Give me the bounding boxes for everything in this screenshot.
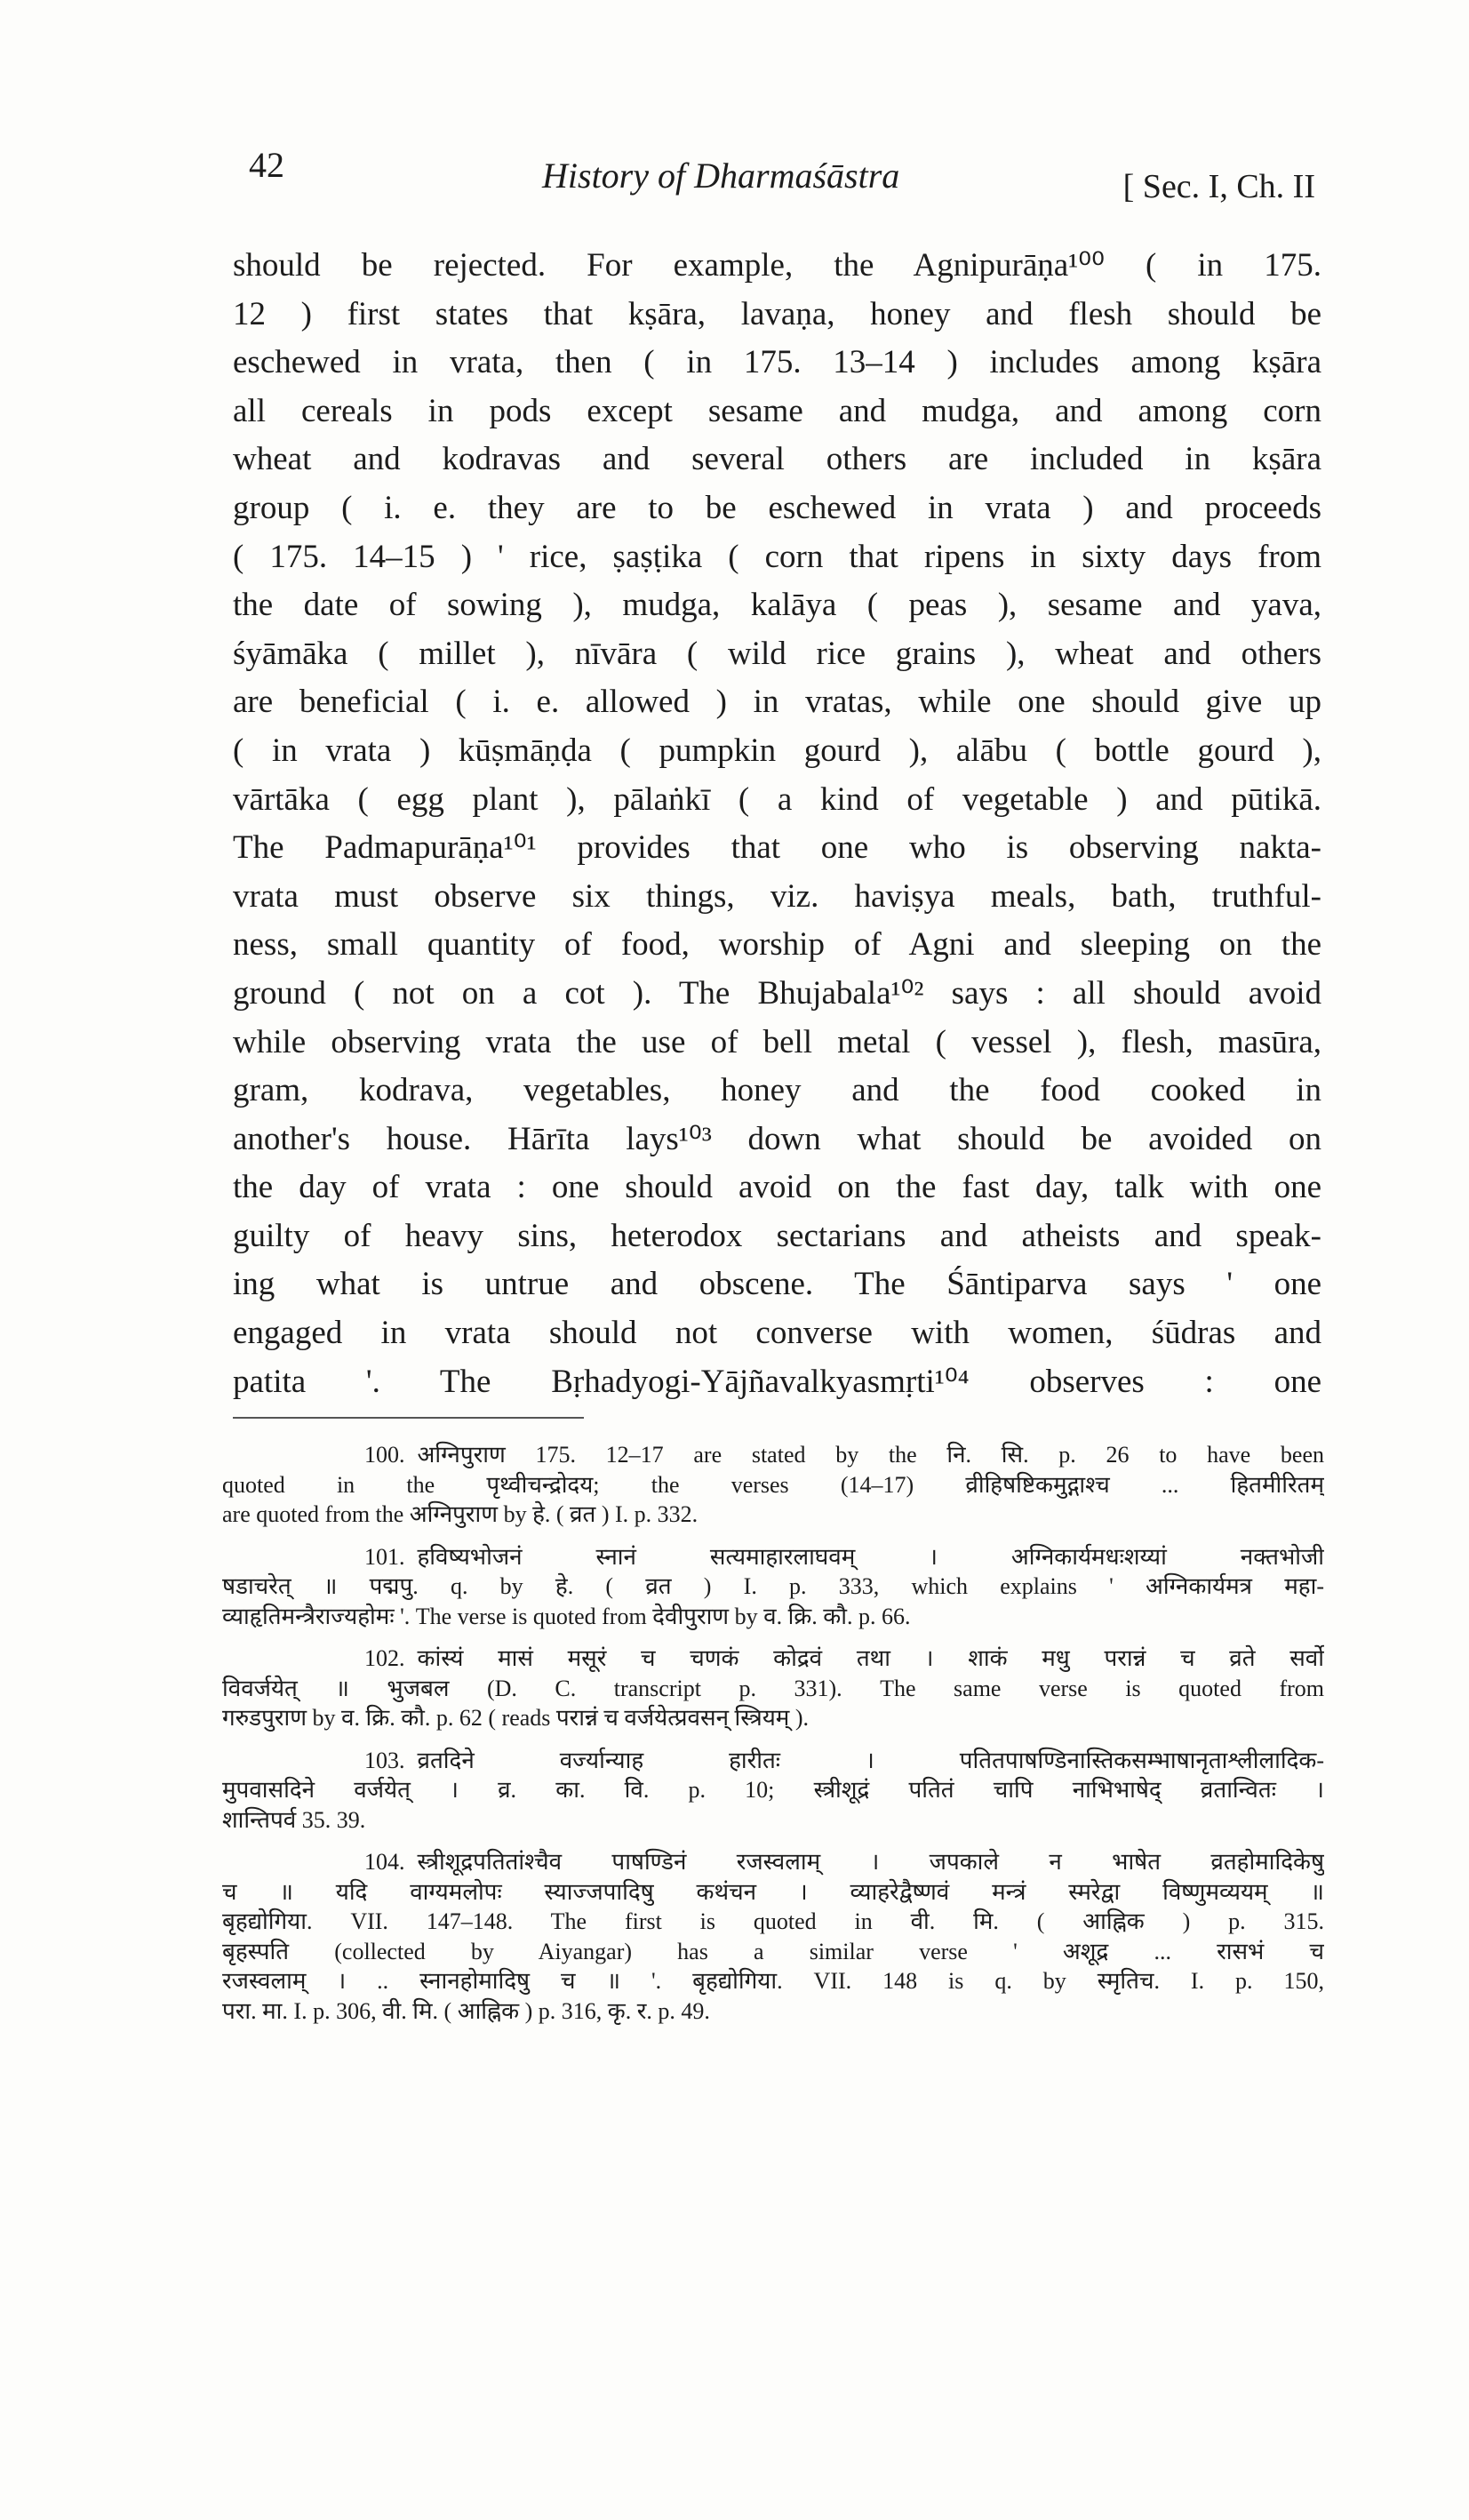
body-line: gram, kodrava, vegetables, honey and the food cooked in <box>233 1072 1321 1109</box>
body-line: wheat and kodravas and several others are included in kṣāra <box>233 441 1321 478</box>
body-line: eschewed in vrata, then ( in 175. 13–14 ) includes among kṣāra <box>233 344 1321 381</box>
body-line: the date of sowing ), mudga, kalāya ( peas ), sesame and yava, <box>233 587 1321 624</box>
body-line: ( 175. 14–15 ) ' rice, ṣaṣṭika ( corn that ripens in sixty days from <box>233 538 1321 575</box>
footnote-102 <box>222 1644 1324 1733</box>
running-title: History of Dharmaśāstra <box>542 156 900 196</box>
body-line: 12 ) first states that kṣāra, lavaṇa, honey and flesh should be <box>233 295 1321 332</box>
footnote-line: रजस्वलाम् । .. स्नानहोमादिषु च ॥ '. बृहद्योगिया. VII. 148 is q. by स्मृतिच. I. p. 150, <box>222 1968 1324 1994</box>
page-number: 42 <box>249 145 284 185</box>
footnote-103 <box>222 1746 1324 1836</box>
body-line: ness, small quantity of food, worship of Agni and sleeping on the <box>233 926 1321 964</box>
body-line: vārtāka ( egg plant ), pālaṅkī ( a kind of vegetable ) and pūtikā. <box>233 780 1321 818</box>
body-line: while observing vrata the use of bell metal ( vessel ), flesh, masūra, <box>233 1023 1321 1060</box>
body-line: śyāmāka ( millet ), nīvāra ( wild rice grains ), wheat and others <box>233 635 1321 672</box>
body-line: engaged in vrata should not converse with women, śūdras and <box>233 1315 1321 1352</box>
body-line: ing what is untrue and obscene. The Śāntiparva says ' one <box>233 1266 1321 1303</box>
footnote-line: च ॥ यदि वाग्यमलोपः स्याज्जपादिषु कथंचन । व्याहरेद्वैष्णवं मन्त्रं स्मरेद्वा विष्णुमव्ययम् ॥ <box>222 1878 1324 1905</box>
body-line: the day of vrata : one should avoid on the fast day, talk with one <box>233 1169 1321 1206</box>
footnote-line: षडाचरेत् ॥ पद्मपु. q. by हे. ( व्रत ) I. p. 333, which explains ' अग्निकार्यमत्र महा- <box>222 1573 1324 1599</box>
body-text <box>233 242 1321 1406</box>
body-line: another's house. Hārīta lays¹⁰³ down what should be avoided on <box>233 1120 1321 1157</box>
body-line: group ( i. e. they are to be eschewed in vrata ) and proceeds <box>233 489 1321 526</box>
footnote-text: व्रतदिने वर्ज्यान्याह हारीतः । पतितपाषण्डिनास्तिकसम्भाषानृताश्लीलादिक- <box>417 1747 1324 1773</box>
footnote-text: अग्निपुराण 175. 12–17 are stated by the नि. सि. p. 26 to have been <box>417 1442 1324 1468</box>
footnote-number: 100. <box>364 1442 405 1468</box>
footnote-101 <box>222 1542 1324 1632</box>
footnote-line <box>222 1847 1324 1877</box>
footnote-text: कांस्यं मासं मसूरं च चणकं कोद्रवं तथा । शाकं मधु परान्नं च व्रते सर्वो <box>417 1645 1324 1671</box>
footnote-text: हविष्यभोजनं स्नानं सत्यमाहारलाघवम् । अग्निकार्यमधःशय्यां नक्तभोजी <box>417 1543 1324 1570</box>
footnotes <box>222 1440 1324 2038</box>
footnote-line <box>222 1440 1324 1470</box>
body-line: The Padmapurāṇa¹⁰¹ provides that one who is observing nakta- <box>233 829 1321 867</box>
body-line: are beneficial ( i. e. allowed ) in vratas, while one should give up <box>233 684 1321 721</box>
body-line: guilty of heavy sins, heterodox sectarians and atheists and speak- <box>233 1217 1321 1254</box>
section-reference: [ Sec. I, Ch. II <box>1122 168 1315 205</box>
body-line: all cereals in pods except sesame and mudga, and among corn <box>233 392 1321 429</box>
page-header <box>249 140 1315 205</box>
footnote-number: 102. <box>364 1645 405 1671</box>
footnote-divider <box>233 1417 584 1419</box>
footnote-line: बृहद्योगिया. VII. 147–148. The first is quoted in वी. मि. ( आह्निक ) p. 315. <box>222 1908 1324 1934</box>
footnote-number: 103. <box>364 1747 405 1773</box>
footnote-text: स्त्रीशूद्रपतितांश्चैव पाषण्डिनं रजस्वलाम् । जपकाले न भाषेत व्रतहोमादिकेषु <box>417 1849 1324 1875</box>
footnote-line: विवर्जयेत् ॥ भुजबल (D. C. transcript p. 331). The same verse is quoted from <box>222 1675 1324 1701</box>
body-line: patita '. The Bṛhadyogi-Yājñavalkyasmṛti¹⁰⁴ observes : one <box>233 1363 1321 1400</box>
footnote-100 <box>222 1440 1324 1530</box>
footnote-line <box>222 1746 1324 1776</box>
body-line: should be rejected. For example, the Agnipurāṇa¹⁰⁰ ( in 175. <box>233 247 1321 284</box>
footnote-line: मुपवासदिने वर्जयेत् । व्र. का. वि. p. 10; स्त्रीशूद्रं पतितं चापि नाभिभाषेद् व्रतान्वितः । <box>222 1777 1324 1803</box>
footnote-line: गरुडपुराण by व. क्रि. कौ. p. 62 ( reads परान्नं च वर्जयेत्प्रवसन् स्त्रियम् ). <box>222 1705 809 1731</box>
footnote-line <box>222 1644 1324 1674</box>
footnote-line: are quoted from the अग्निपुराण by हे. ( व्रत ) I. p. 332. <box>222 1501 699 1527</box>
body-line: ( in vrata ) kūṣmāṇḍa ( pumpkin gourd ), alābu ( bottle gourd ), <box>233 732 1321 769</box>
footnote-line: व्याहृतिमन्त्रैराज्यहोमः '. The verse is quoted from देवीपुराण by व. क्रि. कौ. p. 66. <box>222 1603 911 1629</box>
footnote-number: 104. <box>364 1849 405 1875</box>
footnote-104 <box>222 1847 1324 2026</box>
body-line: ground ( not on a cot ). The Bhujabala¹⁰² says : all should avoid <box>233 974 1321 1012</box>
footnote-line: बृहस्पति (collected by Aiyangar) has a similar verse ' अशूद्र ... रासभं च <box>222 1938 1324 1964</box>
footnote-line: परा. मा. I. p. 306, वी. मि. ( आह्निक ) p. 316, कृ. र. p. 49. <box>222 1997 710 2024</box>
body-line: vrata must observe six things, viz. haviṣya meals, bath, truthful- <box>233 877 1321 915</box>
footnote-line <box>222 1542 1324 1572</box>
footnote-line: शान्तिपर्व 35. 39. <box>222 1806 366 1833</box>
footnote-number: 101. <box>364 1543 405 1570</box>
footnote-line: quoted in the पृथ्वीचन्द्रोदय; the verses (14–17) व्रीहिषष्टिकमुद्गाश्च ... हितमीरितम् <box>222 1471 1324 1498</box>
